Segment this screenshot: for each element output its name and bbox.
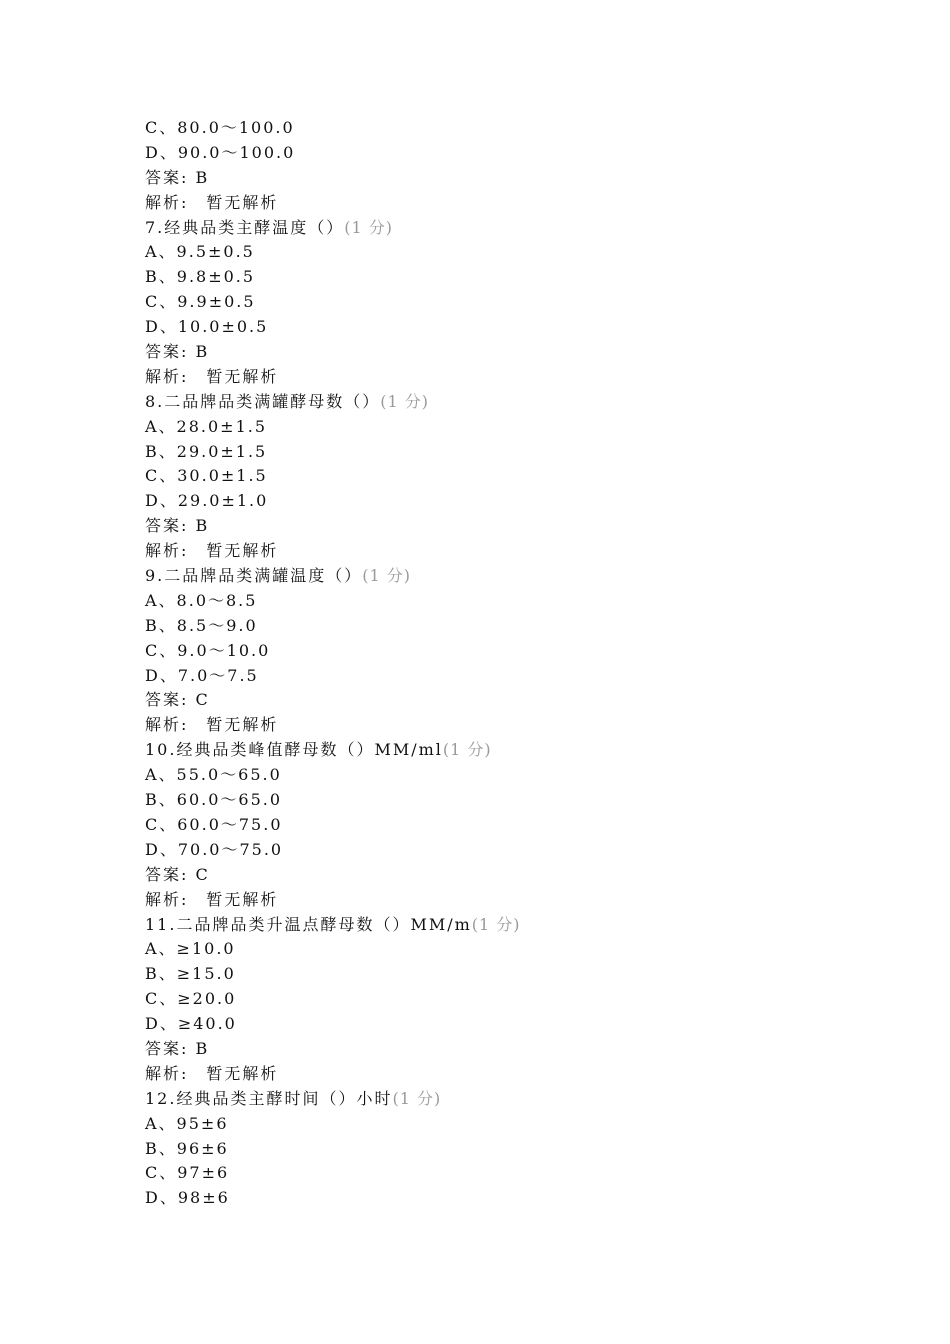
q8-answer: 答案: B: [145, 516, 210, 536]
q8-analysis: [145, 539, 845, 564]
question-text: 8.二品牌品类满罐酵母数（）: [145, 391, 381, 411]
q6-answer: 答案: B: [145, 167, 210, 187]
q11-option-d: D、≥40.0: [145, 1014, 237, 1034]
q10-option-a: A、55.0～65.0: [145, 765, 282, 785]
q11-option-c: C、≥20.0: [145, 989, 237, 1009]
analysis-text: 暂无解析: [206, 541, 279, 561]
analysis-text: 暂无解析: [206, 715, 279, 735]
analysis-text: 暂无解析: [206, 889, 279, 909]
analysis-label: 解析:: [145, 889, 189, 909]
q6-option-c: C、80.0～100.0: [145, 118, 295, 137]
q12-option-b: B、96±6: [145, 1138, 229, 1158]
q9-option-d: D、7.0～7.5: [145, 665, 259, 685]
question-text: 11.二品牌品类升温点酵母数（）MM/m: [145, 914, 472, 934]
q7-option-a: A、9.5±0.5: [145, 242, 255, 262]
q10-stem: [145, 738, 845, 763]
q9-answer: 答案: C: [145, 690, 210, 710]
q12-option-a: A、95±6: [145, 1113, 229, 1133]
analysis-label: 解析:: [145, 366, 189, 386]
q12-option-c: C、97±6: [145, 1163, 230, 1183]
q7-analysis: [145, 365, 845, 390]
question-score: (1 分): [362, 566, 412, 586]
q7-option-c: C、9.9±0.5: [145, 292, 256, 312]
q10-answer: 答案: C: [145, 864, 210, 884]
question-score: (1 分): [471, 914, 521, 934]
question-score: (1 分): [380, 391, 430, 411]
analysis-label: 解析:: [145, 541, 189, 561]
question-text: 9.二品牌品类满罐温度（）: [145, 566, 363, 586]
q12-stem: [145, 1087, 845, 1112]
analysis-text: 暂无解析: [206, 1063, 279, 1083]
question-score: (1 分): [392, 1088, 442, 1108]
q6-analysis: [145, 191, 845, 216]
q9-option-c: C、9.0～10.0: [145, 640, 271, 660]
q11-answer: 答案: B: [145, 1038, 210, 1058]
question-score: (1 分): [344, 217, 394, 237]
q7-stem: [145, 216, 845, 241]
q8-option-a: A、28.0±1.5: [145, 416, 268, 436]
q8-option-b: B、29.0±1.5: [145, 441, 268, 461]
q11-option-b: B、≥15.0: [145, 964, 236, 984]
q7-option-b: B、9.8±0.5: [145, 267, 256, 287]
q10-option-d: D、70.0～75.0: [145, 839, 284, 859]
q7-answer: 答案: B: [145, 342, 210, 362]
analysis-label: 解析:: [145, 192, 189, 212]
question-text: 12.经典品类主酵时间（）小时: [145, 1088, 393, 1108]
q10-option-b: B、60.0～65.0: [145, 790, 283, 810]
q8-option-d: D、29.0±1.0: [145, 491, 269, 511]
question-text: 10.经典品类峰值酵母数（）MM/ml: [145, 740, 443, 760]
document-page: [145, 116, 845, 1211]
q8-option-c: C、30.0±1.5: [145, 466, 268, 486]
q8-stem: [145, 390, 845, 415]
q12-option-d: D、98±6: [145, 1188, 230, 1208]
q10-option-c: C、60.0～75.0: [145, 814, 283, 834]
question-text: 7.经典品类主酵温度（）: [145, 217, 345, 237]
analysis-text: 暂无解析: [206, 366, 279, 386]
analysis-text: 暂无解析: [206, 192, 279, 212]
q11-analysis: [145, 1062, 845, 1087]
analysis-label: 解析:: [145, 1063, 189, 1083]
analysis-label: 解析:: [145, 715, 189, 735]
q9-option-b: B、8.5～9.0: [145, 615, 258, 635]
q9-analysis: [145, 713, 845, 738]
q10-analysis: [145, 888, 845, 913]
q7-option-d: D、10.0±0.5: [145, 317, 269, 337]
q6-option-d: D、90.0～100.0: [145, 142, 296, 162]
q11-option-a: A、≥10.0: [145, 939, 236, 959]
q11-stem: [145, 913, 845, 938]
q9-stem: [145, 564, 845, 589]
q9-option-a: A、8.0～8.5: [145, 590, 258, 610]
question-score: (1 分): [442, 740, 492, 760]
